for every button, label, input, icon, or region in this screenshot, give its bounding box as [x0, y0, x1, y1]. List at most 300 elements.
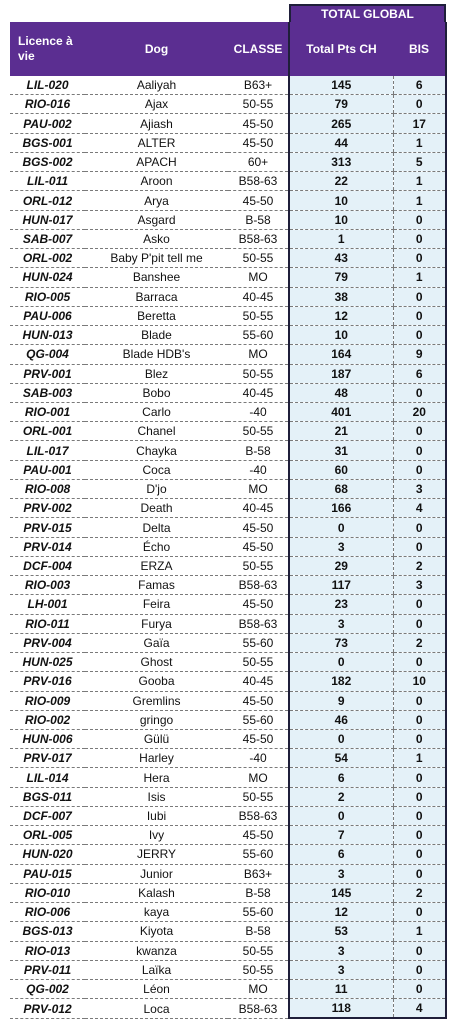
- bis-cell: 0: [393, 229, 446, 248]
- table-row: [10, 441, 446, 460]
- col-header-licence: Licence à vie: [10, 22, 85, 76]
- total-pts-cell: 145: [289, 883, 393, 902]
- dog-name-cell: Aaliyah: [85, 76, 228, 95]
- table-row: [10, 941, 446, 960]
- bis-cell: 0: [393, 422, 446, 441]
- dog-name-cell: Ajiash: [85, 114, 228, 133]
- total-pts-cell: 12: [289, 903, 393, 922]
- licence-cell: RIO-002: [10, 710, 85, 729]
- total-pts-cell: 21: [289, 422, 393, 441]
- dog-name-cell: JERRY: [85, 845, 228, 864]
- table-row: [10, 152, 446, 171]
- bis-cell: 0: [393, 326, 446, 345]
- classe-cell: B-58: [228, 883, 289, 902]
- dog-name-cell: Blade: [85, 326, 228, 345]
- total-pts-cell: 0: [289, 653, 393, 672]
- licence-cell: LIL-011: [10, 172, 85, 191]
- licence-cell: BGS-013: [10, 922, 85, 941]
- table-row: [10, 614, 446, 633]
- licence-cell: PRV-017: [10, 749, 85, 768]
- dog-name-cell: Hera: [85, 768, 228, 787]
- dog-name-cell: Ajax: [85, 95, 228, 114]
- licence-cell: BGS-002: [10, 152, 85, 171]
- bis-cell: 1: [393, 133, 446, 152]
- dog-name-cell: Laïka: [85, 960, 228, 979]
- dog-name-cell: Beretta: [85, 306, 228, 325]
- classe-cell: B58-63: [228, 229, 289, 248]
- total-pts-cell: 3: [289, 864, 393, 883]
- licence-cell: QG-002: [10, 980, 85, 999]
- classe-cell: -40: [228, 402, 289, 421]
- dog-name-cell: Loca: [85, 999, 228, 1019]
- bis-cell: 0: [393, 614, 446, 633]
- col-header-total-pts: Total Pts CH: [289, 22, 393, 76]
- dog-name-cell: Furya: [85, 614, 228, 633]
- table-row: [10, 826, 446, 845]
- dog-name-cell: gringo: [85, 710, 228, 729]
- bis-cell: 9: [393, 345, 446, 364]
- table-row: [10, 422, 446, 441]
- table-row: [10, 864, 446, 883]
- bis-cell: 0: [393, 441, 446, 460]
- licence-cell: PRV-011: [10, 960, 85, 979]
- classe-cell: MO: [228, 268, 289, 287]
- total-pts-cell: 265: [289, 114, 393, 133]
- dog-name-cell: Kalash: [85, 883, 228, 902]
- total-pts-cell: 401: [289, 402, 393, 421]
- licence-cell: ORL-002: [10, 249, 85, 268]
- licence-cell: RIO-010: [10, 883, 85, 902]
- table-row: [10, 903, 446, 922]
- total-pts-cell: 48: [289, 383, 393, 402]
- bis-cell: 0: [393, 826, 446, 845]
- classe-cell: MO: [228, 479, 289, 498]
- table-row: [10, 749, 446, 768]
- bis-cell: 3: [393, 479, 446, 498]
- licence-cell: PRV-014: [10, 537, 85, 556]
- total-pts-cell: 9: [289, 691, 393, 710]
- classe-cell: MO: [228, 980, 289, 999]
- table-row: [10, 268, 446, 287]
- licence-cell: PRV-002: [10, 499, 85, 518]
- bis-cell: 0: [393, 518, 446, 537]
- classe-cell: MO: [228, 345, 289, 364]
- classe-cell: MO: [228, 768, 289, 787]
- table-row: [10, 172, 446, 191]
- total-pts-cell: 1: [289, 229, 393, 248]
- licence-cell: LIL-017: [10, 441, 85, 460]
- table-row: [10, 402, 446, 421]
- classe-cell: B58-63: [228, 614, 289, 633]
- dog-name-cell: Iubi: [85, 806, 228, 825]
- bis-cell: 6: [393, 364, 446, 383]
- bis-cell: 1: [393, 922, 446, 941]
- total-pts-cell: 6: [289, 768, 393, 787]
- total-pts-cell: 10: [289, 191, 393, 210]
- classe-cell: 45-50: [228, 595, 289, 614]
- licence-cell: HUN-024: [10, 268, 85, 287]
- total-pts-cell: 187: [289, 364, 393, 383]
- licence-cell: RIO-016: [10, 95, 85, 114]
- licence-cell: RIO-011: [10, 614, 85, 633]
- bis-cell: 1: [393, 749, 446, 768]
- licence-cell: HUN-013: [10, 326, 85, 345]
- table-row: [10, 960, 446, 979]
- licence-cell: SAB-003: [10, 383, 85, 402]
- bis-cell: 17: [393, 114, 446, 133]
- licence-cell: LIL-020: [10, 76, 85, 95]
- table-row: [10, 95, 446, 114]
- total-pts-cell: 118: [289, 999, 393, 1019]
- table-row: [10, 364, 446, 383]
- bis-cell: 0: [393, 306, 446, 325]
- dog-name-cell: Gülü: [85, 729, 228, 748]
- bis-cell: 0: [393, 249, 446, 268]
- licence-cell: RIO-006: [10, 903, 85, 922]
- licence-cell: RIO-005: [10, 287, 85, 306]
- licence-cell: BGS-011: [10, 787, 85, 806]
- licence-cell: HUN-006: [10, 729, 85, 748]
- licence-cell: PAU-001: [10, 460, 85, 479]
- licence-cell: PRV-012: [10, 999, 85, 1019]
- dog-name-cell: Baby P'pit tell me: [85, 249, 228, 268]
- dog-name-cell: Feira: [85, 595, 228, 614]
- dog-name-cell: Asgard: [85, 210, 228, 229]
- table-row: [10, 499, 446, 518]
- classe-cell: 50-55: [228, 960, 289, 979]
- dog-name-cell: Barraca: [85, 287, 228, 306]
- ranking-table: [10, 22, 447, 1019]
- classe-cell: 40-45: [228, 499, 289, 518]
- dog-name-cell: Ivy: [85, 826, 228, 845]
- table-row: [10, 806, 446, 825]
- total-pts-cell: 0: [289, 806, 393, 825]
- classe-cell: 45-50: [228, 691, 289, 710]
- licence-cell: ORL-001: [10, 422, 85, 441]
- bis-cell: 0: [393, 864, 446, 883]
- total-pts-cell: 73: [289, 633, 393, 652]
- dog-name-cell: Ghost: [85, 653, 228, 672]
- table-row: [10, 326, 446, 345]
- total-pts-cell: 145: [289, 76, 393, 95]
- table-row: [10, 383, 446, 402]
- classe-cell: 40-45: [228, 287, 289, 306]
- licence-cell: BGS-001: [10, 133, 85, 152]
- table-row: [10, 76, 446, 95]
- bis-cell: 0: [393, 710, 446, 729]
- total-pts-cell: 46: [289, 710, 393, 729]
- classe-cell: 45-50: [228, 729, 289, 748]
- total-pts-cell: 3: [289, 941, 393, 960]
- col-header-classe: CLASSE: [228, 22, 289, 76]
- classe-cell: 50-55: [228, 306, 289, 325]
- licence-cell: PAU-015: [10, 864, 85, 883]
- bis-cell: 0: [393, 595, 446, 614]
- licence-cell: HUN-020: [10, 845, 85, 864]
- classe-cell: 50-55: [228, 787, 289, 806]
- licence-cell: HUN-017: [10, 210, 85, 229]
- total-pts-cell: 79: [289, 268, 393, 287]
- licence-cell: HUN-025: [10, 653, 85, 672]
- dog-name-cell: Junior: [85, 864, 228, 883]
- total-pts-cell: 3: [289, 960, 393, 979]
- dog-name-cell: Chanel: [85, 422, 228, 441]
- licence-cell: DCF-007: [10, 806, 85, 825]
- total-pts-cell: 182: [289, 672, 393, 691]
- dog-name-cell: Kiyota: [85, 922, 228, 941]
- classe-cell: 50-55: [228, 653, 289, 672]
- classe-cell: 40-45: [228, 672, 289, 691]
- total-pts-cell: 29: [289, 556, 393, 575]
- classe-cell: 45-50: [228, 114, 289, 133]
- classe-cell: B58-63: [228, 172, 289, 191]
- total-pts-cell: 11: [289, 980, 393, 999]
- classe-cell: 55-60: [228, 710, 289, 729]
- total-pts-cell: 10: [289, 326, 393, 345]
- classe-cell: B-58: [228, 922, 289, 941]
- dog-name-cell: Banshee: [85, 268, 228, 287]
- classe-cell: 45-50: [228, 191, 289, 210]
- total-pts-cell: 0: [289, 518, 393, 537]
- bis-cell: 0: [393, 806, 446, 825]
- classe-cell: 50-55: [228, 941, 289, 960]
- total-pts-cell: 7: [289, 826, 393, 845]
- table-row: [10, 691, 446, 710]
- table-row: [10, 229, 446, 248]
- bis-cell: 20: [393, 402, 446, 421]
- table-row: [10, 133, 446, 152]
- licence-cell: RIO-001: [10, 402, 85, 421]
- table-body: [10, 76, 446, 1018]
- classe-cell: B-58: [228, 210, 289, 229]
- table-row: [10, 114, 446, 133]
- licence-cell: ORL-005: [10, 826, 85, 845]
- dog-name-cell: Léon: [85, 980, 228, 999]
- table-row: [10, 556, 446, 575]
- dog-name-cell: Chayka: [85, 441, 228, 460]
- classe-cell: 45-50: [228, 826, 289, 845]
- table-row: [10, 729, 446, 748]
- total-pts-cell: 3: [289, 537, 393, 556]
- bis-cell: 2: [393, 633, 446, 652]
- bis-cell: 6: [393, 76, 446, 95]
- table-row: [10, 653, 446, 672]
- total-pts-cell: 54: [289, 749, 393, 768]
- dog-name-cell: Isis: [85, 787, 228, 806]
- classe-cell: B58-63: [228, 576, 289, 595]
- total-pts-cell: 164: [289, 345, 393, 364]
- licence-cell: LIL-014: [10, 768, 85, 787]
- bis-cell: 0: [393, 941, 446, 960]
- licence-cell: DCF-004: [10, 556, 85, 575]
- classe-cell: 45-50: [228, 518, 289, 537]
- licence-cell: QG-004: [10, 345, 85, 364]
- table-row: [10, 537, 446, 556]
- dog-name-cell: ALTER: [85, 133, 228, 152]
- licence-cell: PAU-002: [10, 114, 85, 133]
- total-pts-cell: 22: [289, 172, 393, 191]
- classe-cell: 55-60: [228, 326, 289, 345]
- total-pts-cell: 6: [289, 845, 393, 864]
- table-row: [10, 710, 446, 729]
- dog-name-cell: Gremlins: [85, 691, 228, 710]
- bis-cell: 0: [393, 653, 446, 672]
- bis-cell: 0: [393, 460, 446, 479]
- licence-cell: LH-001: [10, 595, 85, 614]
- classe-cell: 50-55: [228, 249, 289, 268]
- licence-cell: RIO-013: [10, 941, 85, 960]
- col-header-dog: Dog: [85, 22, 228, 76]
- table-row: [10, 768, 446, 787]
- dog-name-cell: Famas: [85, 576, 228, 595]
- total-global-header: TOTAL GLOBAL: [289, 4, 446, 22]
- dog-name-cell: Asko: [85, 229, 228, 248]
- dog-name-cell: Gaïa: [85, 633, 228, 652]
- classe-cell: 50-55: [228, 422, 289, 441]
- classe-cell: 50-55: [228, 364, 289, 383]
- classe-cell: -40: [228, 460, 289, 479]
- classe-cell: 50-55: [228, 556, 289, 575]
- licence-cell: RIO-009: [10, 691, 85, 710]
- total-pts-cell: 12: [289, 306, 393, 325]
- licence-cell: PAU-006: [10, 306, 85, 325]
- bis-cell: 0: [393, 691, 446, 710]
- total-pts-cell: 23: [289, 595, 393, 614]
- total-pts-cell: 43: [289, 249, 393, 268]
- total-pts-cell: 60: [289, 460, 393, 479]
- total-pts-cell: 2: [289, 787, 393, 806]
- table-row: [10, 249, 446, 268]
- bis-cell: 0: [393, 210, 446, 229]
- table-row: [10, 595, 446, 614]
- table-row: [10, 787, 446, 806]
- table-header: [10, 22, 446, 76]
- total-pts-cell: 117: [289, 576, 393, 595]
- licence-cell: ORL-012: [10, 191, 85, 210]
- dog-name-cell: Bobo: [85, 383, 228, 402]
- bis-cell: 0: [393, 903, 446, 922]
- col-header-bis: BIS: [393, 22, 446, 76]
- bis-cell: 0: [393, 787, 446, 806]
- classe-cell: 50-55: [228, 95, 289, 114]
- bis-cell: 0: [393, 980, 446, 999]
- table-row: [10, 576, 446, 595]
- table-row: [10, 845, 446, 864]
- dog-name-cell: APACH: [85, 152, 228, 171]
- dog-name-cell: Coca: [85, 460, 228, 479]
- dog-name-cell: Blez: [85, 364, 228, 383]
- table-row: [10, 672, 446, 691]
- licence-cell: RIO-008: [10, 479, 85, 498]
- dog-name-cell: Delta: [85, 518, 228, 537]
- table-row: [10, 191, 446, 210]
- classe-cell: 45-50: [228, 133, 289, 152]
- total-pts-cell: 3: [289, 614, 393, 633]
- bis-cell: 0: [393, 768, 446, 787]
- table-row: [10, 210, 446, 229]
- bis-cell: 0: [393, 845, 446, 864]
- dog-name-cell: Arya: [85, 191, 228, 210]
- table-row: [10, 345, 446, 364]
- classe-cell: B63+: [228, 76, 289, 95]
- bis-cell: 4: [393, 499, 446, 518]
- bis-cell: 0: [393, 95, 446, 114]
- bis-cell: 1: [393, 172, 446, 191]
- bis-cell: 2: [393, 883, 446, 902]
- classe-cell: 55-60: [228, 845, 289, 864]
- total-pts-cell: 79: [289, 95, 393, 114]
- total-pts-cell: 10: [289, 210, 393, 229]
- bis-cell: 3: [393, 576, 446, 595]
- table-row: [10, 460, 446, 479]
- licence-cell: PRV-004: [10, 633, 85, 652]
- table-row: [10, 999, 446, 1019]
- dog-name-cell: Death: [85, 499, 228, 518]
- table-row: [10, 922, 446, 941]
- classe-cell: B58-63: [228, 999, 289, 1019]
- dog-name-cell: Écho: [85, 537, 228, 556]
- table-row: [10, 287, 446, 306]
- classe-cell: B58-63: [228, 806, 289, 825]
- bis-cell: 0: [393, 287, 446, 306]
- table-row: [10, 306, 446, 325]
- dog-name-cell: ERZA: [85, 556, 228, 575]
- table-row: [10, 980, 446, 999]
- bis-cell: 1: [393, 191, 446, 210]
- total-pts-cell: 31: [289, 441, 393, 460]
- total-pts-cell: 53: [289, 922, 393, 941]
- licence-cell: SAB-007: [10, 229, 85, 248]
- classe-cell: -40: [228, 749, 289, 768]
- licence-cell: PRV-015: [10, 518, 85, 537]
- table-row: [10, 633, 446, 652]
- bis-cell: 5: [393, 152, 446, 171]
- classe-cell: 55-60: [228, 633, 289, 652]
- bis-cell: 10: [393, 672, 446, 691]
- classe-cell: 40-45: [228, 383, 289, 402]
- dog-name-cell: D'jo: [85, 479, 228, 498]
- table-row: [10, 883, 446, 902]
- total-pts-cell: 166: [289, 499, 393, 518]
- bis-cell: 4: [393, 999, 446, 1019]
- total-pts-cell: 313: [289, 152, 393, 171]
- licence-cell: PRV-001: [10, 364, 85, 383]
- bis-cell: 0: [393, 960, 446, 979]
- classe-cell: 55-60: [228, 903, 289, 922]
- total-pts-cell: 44: [289, 133, 393, 152]
- bis-cell: 2: [393, 556, 446, 575]
- dog-name-cell: Gooba: [85, 672, 228, 691]
- dog-name-cell: Blade HDB's: [85, 345, 228, 364]
- bis-cell: 0: [393, 537, 446, 556]
- total-pts-cell: 0: [289, 729, 393, 748]
- dog-name-cell: Harley: [85, 749, 228, 768]
- dog-name-cell: Carlo: [85, 402, 228, 421]
- bis-cell: 1: [393, 268, 446, 287]
- table-row: [10, 518, 446, 537]
- licence-cell: RIO-003: [10, 576, 85, 595]
- dog-name-cell: kwanza: [85, 941, 228, 960]
- table-row: [10, 479, 446, 498]
- classe-cell: B-58: [228, 441, 289, 460]
- dog-name-cell: kaya: [85, 903, 228, 922]
- classe-cell: 60+: [228, 152, 289, 171]
- bis-cell: 0: [393, 729, 446, 748]
- classe-cell: B63+: [228, 864, 289, 883]
- dog-name-cell: Aroon: [85, 172, 228, 191]
- total-pts-cell: 68: [289, 479, 393, 498]
- classe-cell: 45-50: [228, 537, 289, 556]
